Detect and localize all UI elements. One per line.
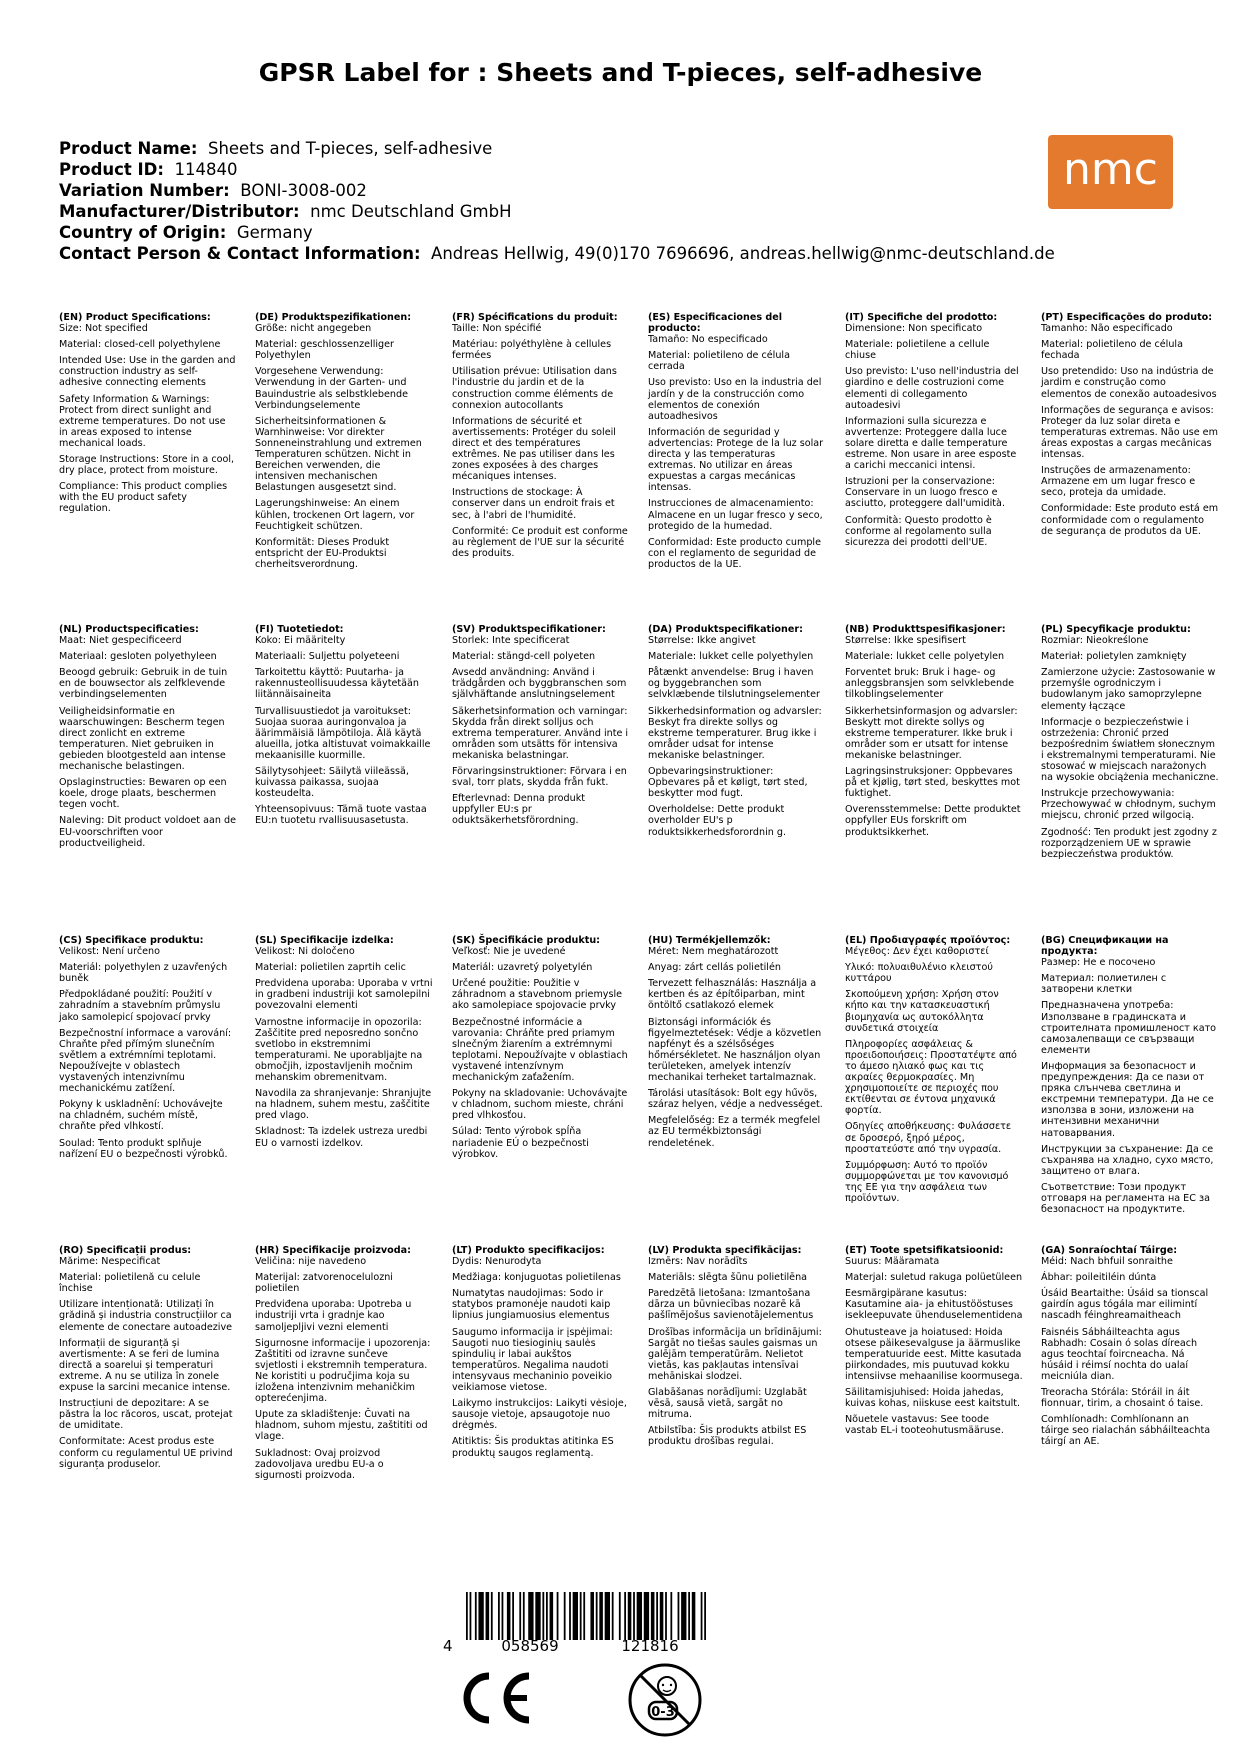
spec-paragraph: Υλικό: πολυαιθυλένιο κλειστού κυττάρου (845, 962, 993, 985)
spec-block-header: (FR) Spécifications du produit: (452, 312, 618, 323)
spec-paragraph: Sicherheitsinformationen & Warnhinweise: Vor direkter Sonneneinstrahlung und extremen Temperaturen schützen. Nicht in Bereichen verwenden, die intensiven mechanischen Belastungen ausgesetzt sind. (255, 415, 422, 494)
manufacturer-row (59, 201, 1099, 222)
spec-paragraph: Zgodność: Ten produkt jest zgodny z rozporządzeniem UE w sprawie bezpieczeństwa produktów. (1041, 826, 1217, 860)
spec-block-header: (SV) Produktspecifikationer: (452, 624, 606, 635)
spec-paragraph: Skladnost: Ta izdelek ustreza uredbi EU o varnosti izdelkov. (255, 1126, 428, 1149)
spec-block-header: (NL) Productspecificaties: (59, 624, 199, 635)
spec-paragraph: Информация за безопасност и предупреждения: Да се пази от пряка слънчева светлина и екстремни температури. Да не се използва в зони, изложени на интензивни механични натоварвания. (1041, 1060, 1214, 1139)
barcode-bar (550, 1592, 554, 1640)
spec-size: Size: Not specified (59, 323, 148, 335)
barcode-bar (573, 1592, 578, 1640)
spec-paragraph: Předpokládané použití: Použití v zahradním a stavebním průmyslu jako samolepicí spojovací prvky (59, 989, 221, 1023)
spec-block (452, 935, 630, 1165)
barcode-bar (590, 1592, 594, 1640)
barcode-bar (523, 1592, 525, 1640)
spec-paragraph: Pokyny na skladovanie: Uchovávajte v chladnom, suchom mieste, chráni pred vlhkosťou. (452, 1088, 628, 1122)
spec-paragraph: Informações de segurança e avisos: Proteger da luz solar direta e temperaturas extremas. Não use em áreas expostas a cargas mecânicas intensas. (1041, 404, 1218, 461)
spec-paragraph: Istruzioni per la conservazione: Conservare in un luogo fresco e asciutto, proteggere dall'umidità. (845, 476, 1005, 510)
spec-paragraph: Instrukcje przechowywania: Przechowywać w chłodnym, suchym miejscu, chronić przed wilgocią. (1041, 788, 1216, 822)
spec-paragraph: Faisnéis Sábháilteachta agus Rabhadh: Cosain ó solas díreach agus teochtaí foircneacha. Ná húsáid i réimsí nochta do ualaí meicniúla dian. (1041, 1326, 1198, 1382)
spec-paragraph: Megfelelőség: Ez a termék megfelel az EU termékbiztonsági rendeletének. (648, 1115, 821, 1149)
spec-block (452, 1245, 630, 1464)
spec-block (648, 624, 826, 843)
spec-paragraph: Conformità: Questo prodotto è conforme al regolamento sulla sicurezza dei prodotti dell'UE. (845, 514, 992, 548)
spec-paragraph: Съответствие: Този продукт отговаря на регламента на ЕС за безопасност на продуктите. (1041, 1181, 1210, 1216)
spec-block (648, 312, 826, 575)
spec-paragraph: Úsáid Beartaithe: Úsáid sa tionscal gairdín agus tógála mar eilimintí nascadh féinghreamaitheach (1041, 1288, 1209, 1322)
spec-paragraph: Materjal: suletud rakuga polüetüleen (845, 1272, 1023, 1284)
spec-size: Rozmiar: Nieokreślone (1041, 635, 1149, 647)
spec-block-header: (FI) Tuotetiedot: (255, 624, 344, 635)
spec-paragraph: Nõuetele vastavus: See toode vastab EL-i tooteohutusmääruse. (845, 1414, 1004, 1437)
spec-paragraph: Materiale: polietilene a cellule chiuse (845, 339, 990, 362)
spec-paragraph: Material: geschlossenzelliger Polyethylen (255, 339, 394, 362)
spec-paragraph: Predviđena uporaba: Upotreba u industriji vrta i gradnje kao samoljepljivi vezni elementi (255, 1299, 412, 1333)
product-info (59, 138, 1099, 264)
barcode-bar (704, 1592, 706, 1640)
spec-paragraph: Paredzētā lietošana: Izmantošana dārza un būvniecības nozarē kā pašlīmējošus savienotājelementus (648, 1288, 814, 1322)
barcode-bar (535, 1592, 540, 1640)
spec-block (255, 624, 433, 832)
barcode-bar (512, 1592, 514, 1640)
spec-paragraph: Drošības informācija un brīdinājumi: Sargāt no tiešas saules gaismas un galējām temperatūrām. Nelietot vietās, kas pakļautas intensīvai mehāniskai slodzei. (648, 1326, 822, 1382)
spec-size: Izmērs: Nav norādīts (648, 1256, 748, 1268)
spec-block-header: (ET) Toote spetsifikatsioonid: (845, 1245, 1004, 1256)
spec-size: Tamanho: Não especificado (1041, 323, 1173, 335)
barcode-bar (678, 1592, 680, 1640)
barcode-bar (633, 1592, 635, 1640)
info-label: Product ID: (59, 160, 164, 179)
spec-block (845, 1245, 1023, 1441)
spec-paragraph: Sigurnosne informacije i upozorenja: Zaštititi od izravne sunčeve svjetlosti i ekstremnih temperatura. Ne koristiti u područjima koja su izložena intenzivnim mehaničkim opterećenjima. (255, 1337, 431, 1405)
spec-paragraph: Instrucțiuni de depozitare: A se păstra la loc răcoros, uscat, protejat de umiditate. (59, 1398, 233, 1432)
spec-paragraph: Materiāls: slēgta šūnu polietilēna (648, 1272, 808, 1284)
barcode-bar (564, 1592, 566, 1640)
spec-paragraph: Treoracha Stórála: Stóráil in áit fionnuar, tirim, a chosaint ó taise. (1041, 1387, 1204, 1410)
barcode-bar (580, 1592, 582, 1640)
barcode-bar (637, 1592, 642, 1640)
spec-block-header: (EN) Product Specifications: (59, 312, 211, 323)
spec-paragraph: Material: polietileno de célula fechada (1041, 339, 1183, 362)
spec-block (845, 312, 1023, 553)
spec-paragraph: Predvidena uporaba: Uporaba v vrtni in gradbeni industriji kot samolepilni povezovalni elementi (255, 978, 433, 1012)
spec-size: Tamaño: No especificado (648, 334, 768, 346)
spec-paragraph: Instructions de stockage: À conserver dans un endroit frais et sec, à l'abri de l'humidité. (452, 487, 615, 521)
spec-paragraph: Instruções de armazenamento: Armazene em um lugar fresco e seco, proteja da umidade. (1041, 465, 1196, 499)
spec-block-header: (HR) Specifikacije proizvoda: (255, 1245, 411, 1256)
barcode-bar (491, 1592, 493, 1640)
spec-block-header: (HU) Termékjellemzők: (648, 935, 771, 946)
spec-paragraph: Soulad: Tento produkt splňuje nařízení EU o bezpečnosti výrobků. (59, 1137, 228, 1160)
spec-paragraph: Forventet bruk: Bruk i hage- og anleggsbransjen som selvklebende tilkoblingselementer (845, 667, 1015, 701)
spec-paragraph: Efterlevnad: Denna produkt uppfyller EU:s pr oduktsäkerhetsförordning. (452, 793, 586, 827)
spec-paragraph: Säkerhetsinformation och varningar: Skydda från direkt solljus och extrema temperaturer. Använd inte i områden som utsätts för intensiva mekaniska belastningar. (452, 705, 629, 761)
barcode-bar (498, 1592, 500, 1640)
spec-block-header: (EL) Προδιαγραφές προϊόντος: (845, 935, 1011, 946)
spec-paragraph: Intended Use: Use in the garden and construction industry as self-adhesive connecting elements (59, 355, 236, 389)
spec-size: Veličina: nije navedeno (255, 1256, 367, 1268)
spec-paragraph: Material: stängd-cell polyeten (452, 651, 596, 663)
spec-block-header: (PT) Especificações do produto: (1041, 312, 1213, 323)
spec-paragraph: Informații de siguranță și avertismente: A se feri de lumina directă a soarelui și temperaturi extreme. A nu se utiliza în zonele expuse la sarcini mecanice intense. (59, 1337, 231, 1394)
spec-paragraph: Materiál: uzavretý polyetylén (452, 962, 593, 974)
spec-block-header: (DE) Produktspezifikationen: (255, 312, 412, 323)
spec-paragraph: Συμμόρφωση: Αυτό το προϊόν συμμορφώνεται με τον κανονισμό της ΕΕ για την ασφάλεια των προϊόντων. (845, 1159, 1009, 1204)
spec-size: Suurus: Määramata (845, 1256, 940, 1268)
barcode-bar (478, 1592, 483, 1640)
spec-paragraph: Informazioni sulla sicurezza e avvertenze: Proteggere dalla luce solare diretta e dalle temperature estreme. Non usare in aree esposte a carichi meccanici intensi. (845, 415, 1017, 472)
spec-size: Dimensione: Non specificato (845, 323, 983, 335)
spec-paragraph: Compliance: This product complies with the EU product safety regulation. (59, 481, 228, 515)
spec-paragraph: Opslaginstructies: Bewaren op een koele, droge plaats, beschermen tegen vocht. (59, 777, 227, 811)
spec-paragraph: Sukladnost: Ovaj proizvod zadovoljava uredbu EU-a o sigurnosti proizvoda. (255, 1447, 384, 1481)
info-value: BONI-3008-002 (240, 181, 367, 200)
barcode-bar (619, 1592, 621, 1640)
spec-paragraph: Yhteensopivuus: Tämä tuote vastaa EU:n tuotetu rvallisuusasetusta. (255, 804, 427, 827)
info-label: Manufacturer/Distributor: (59, 202, 300, 221)
spec-paragraph: Tárolási utasítások: Bolt egy hűvös, száraz helyen, védje a nedvességet. (648, 1088, 823, 1111)
age-warning-label: 0-3 (651, 1705, 675, 1720)
spec-paragraph: Tervezett felhasználás: Használja a kertben és az építőiparban, mint öntöltő csatlakozó elemek (648, 978, 817, 1012)
spec-block (1041, 1245, 1219, 1453)
country-row (59, 222, 1099, 243)
variation-number-row (59, 180, 1099, 201)
spec-block (255, 312, 433, 575)
barcode-bar (612, 1592, 614, 1640)
spec-block-header: (NB) Produkttspesifikasjoner: (845, 624, 1006, 635)
spec-paragraph: Súlad: Tento výrobok spĺňa nariadenie EÚ o bezpečnosti výrobkov. (452, 1126, 589, 1160)
barcode-bar (557, 1592, 559, 1640)
spec-paragraph: Materiál: polyethylen z uzavřených buněk (59, 962, 228, 985)
barcode-icon (466, 1592, 706, 1640)
barcode-bar (475, 1592, 477, 1640)
info-value: 114840 (174, 160, 238, 179)
spec-paragraph: Ábhar: poileitiléin dúnta (1041, 1272, 1157, 1284)
spec-paragraph: Uso pretendido: Uso na indústria de jardim e construção como elementos de conexão autoadesivos (1041, 366, 1217, 400)
spec-size: Dydis: Nenurodyta (452, 1256, 542, 1268)
spec-block (255, 1245, 433, 1486)
spec-block-header: (LT) Produkto specifikacijos: (452, 1245, 605, 1256)
spec-paragraph: Informations de sécurité et avertissements: Protéger du soleil direct et des températures extrêmes. Ne pas utiliser dans les zones exposées à des charges mécaniques intenses. (452, 415, 616, 483)
barcode-bar (542, 1592, 544, 1640)
spec-paragraph: Material: closed-cell polyethylene (59, 339, 221, 351)
spec-paragraph: Eesmärgipärane kasutus: Kasutamine aia- ja ehitustööstuses isekleepuvate ühenduselementidena (845, 1288, 1023, 1322)
barcode-bar (644, 1592, 649, 1640)
spec-paragraph: Utilizare intenționată: Utilizați în grădină și industria construcțiilor ca elemente de conectare autoadezive (59, 1299, 233, 1333)
spec-paragraph: Bezpečnostné informácie a varovania: Chráňte pred priamym slnečným žiarením a extrémnymi teplotami. Nepoužívajte v oblastiach vystavené intenzívnym mechanickým zaťažením. (452, 1016, 628, 1084)
spec-block (1041, 935, 1219, 1220)
spec-block-header: (CS) Specifikace produktu: (59, 935, 204, 946)
barcode-bar (528, 1592, 533, 1640)
spec-paragraph: Beoogd gebruik: Gebruik in de tuin en de bouwsector als zelfklevende verbindingselementen (59, 667, 228, 701)
nmc-logo: nmc (1048, 135, 1173, 209)
spec-paragraph: Comhlíonadh: Comhlíonann an táirge seo rialachán sábháilteachta táirgí an AE. (1041, 1414, 1211, 1448)
barcode-bar (605, 1592, 610, 1640)
barcode-bar (470, 1592, 472, 1640)
spec-size: Taille: Non spécifié (452, 323, 542, 335)
spec-paragraph: Atbilstība: Šis produkts atbilst ES produktu drošības regulai. (648, 1425, 807, 1448)
spec-paragraph: Conformité: Ce produit est conforme au règlement de l'UE sur la sécurité des produits. (452, 525, 628, 559)
spec-paragraph: Material: polietileno de célula cerrada (648, 350, 790, 373)
barcode-bar (583, 1592, 585, 1640)
spec-size: Velikost: Není určeno (59, 946, 160, 958)
spec-size: Méret: Nem meghatározott (648, 946, 779, 958)
spec-block (1041, 624, 1219, 865)
spec-block (648, 1245, 826, 1453)
spec-paragraph: Materiaal: gesloten polyethyleen (59, 651, 217, 663)
spec-paragraph: Bezpečnostní informace a varování: Chraňte před přímým slunečním světlem a extrémními teplotami. Nepoužívejte v oblastech vystavených intenzivnímu mechanickému zatížení. (59, 1027, 232, 1095)
info-label: Variation Number: (59, 181, 230, 200)
barcode-bar (599, 1592, 603, 1640)
spec-paragraph: Förvaringsinstruktioner: Förvara i en sval, torr plats, skydda från fukt. (452, 766, 627, 789)
barcode-bar (656, 1592, 658, 1640)
spec-block (648, 935, 826, 1154)
spec-paragraph: Uso previsto: L'uso nell'industria del giardino e delle costruzioni come elementi di collegamento autoadesivi (845, 366, 1019, 411)
spec-block-header: (ES) Especificaciones del producto: (648, 312, 783, 335)
barcode-bar (519, 1592, 521, 1640)
spec-paragraph: Určené použitie: Použitie v záhradnom a stavebnom priemysle ako samolepiace spojovacie prvky (452, 978, 623, 1012)
product-id-row (59, 159, 1099, 180)
spec-paragraph: Instrucciones de almacenamiento: Almacene en un lugar fresco y seco, protegido de la humedad. (648, 498, 823, 532)
barcode-bar (701, 1592, 703, 1640)
barcode-bar (624, 1592, 626, 1640)
spec-paragraph: Materiale: lukket celle polyetylen (845, 651, 1005, 663)
barcode-bar (486, 1592, 490, 1640)
contact-row (59, 243, 1099, 264)
age-warning-0-3-icon (627, 1662, 703, 1738)
spec-paragraph: Overensstemmelse: Dette produktet oppfyller EUs forskrift om produktsikkerhet. (845, 804, 1021, 838)
spec-block (452, 624, 630, 832)
spec-paragraph: Material: polietilen zaprtih celic (255, 962, 406, 974)
spec-size: Μέγεθος: Δεν έχει καθοριστεί (845, 946, 989, 958)
barcode-bar (466, 1592, 468, 1640)
spec-size: Velikost: Ni določeno (255, 946, 355, 958)
barcode-bar (569, 1592, 571, 1640)
spec-paragraph: Pokyny k uskladnění: Uchovávejte na chladném, suchém místě, chraňte před vlhkostí. (59, 1099, 223, 1133)
spec-paragraph: Материал: полиетилен с затворени клетки (1041, 973, 1167, 996)
spec-paragraph: Οδηγίες αποθήκευσης: Φυλάσσετε σε δροσερό, ξηρό μέρος, προστατεύστε από την υγρασία. (845, 1121, 1012, 1155)
barcode-bar (688, 1592, 690, 1640)
spec-block (452, 312, 630, 564)
info-label: Country of Origin: (59, 223, 227, 242)
spec-paragraph: Lagringsinstruksjoner: Oppbevares på et kjølig, tørt sted, beskyttes mot fuktighet. (845, 766, 1020, 800)
spec-paragraph: Material: polietilenă cu celule închise (59, 1272, 201, 1295)
spec-block-header: (LV) Produkta specifikācijas: (648, 1245, 802, 1256)
spec-paragraph: Varnostne informacije in opozorila: Zaščitite pred neposredno sončno svetlobo in ekstremnimi temperaturami. Ne uporabljajte na območjih, izpostavljenih močnim mehanskim obremenitvam. (255, 1016, 423, 1084)
spec-block (59, 624, 237, 854)
spec-paragraph: Conformitate: Acest produs este conform cu regulamentul UE privind siguranța produselor. (59, 1436, 233, 1470)
spec-paragraph: Инструкции за съхранение: Да се съхранява на хладно, сухо място, защитено от влага. (1041, 1143, 1214, 1177)
spec-paragraph: Safety Information & Warnings: Protect from direct sunlight and extreme temperatures. Do not use in areas exposed to intense mechanical loads. (59, 393, 226, 449)
spec-paragraph: Anyag: zárt cellás polietilén (648, 962, 781, 974)
spec-block (845, 935, 1023, 1209)
spec-paragraph: Numatytas naudojimas: Sodo ir statybos pramonėje naudoti kaip lipnius jungiamuosius elementus (452, 1288, 611, 1322)
barcode-digits-3: 121816 (621, 1637, 679, 1655)
spec-paragraph: Vorgesehene Verwendung: Verwendung in der Garten- und Bauindustrie als selbstklebende Verbindungselemente (255, 366, 408, 411)
spec-paragraph: Tarkoitettu käyttö: Puutarha- ja rakennusteollisuudessa käytetään liitännäisaineita (255, 667, 419, 701)
spec-paragraph: Conformidad: Este producto cumple con el reglamento de seguridad de productos de la UE. (648, 536, 821, 570)
barcode-bar (628, 1592, 632, 1640)
spec-block (59, 1245, 237, 1475)
spec-block-header: (SL) Specifikacije izdelka: (255, 935, 394, 946)
spec-paragraph: Materiał: polietylen zamknięty (1041, 651, 1187, 663)
spec-paragraph: Veiligheidsinformatie en waarschuwingen: Bescherm tegen direct zonlicht en extreme temperaturen. Niet gebruiken in gebieden blootgesteld aan intense mechanische belastingen. (59, 705, 226, 773)
spec-paragraph: Sikkerhetsinformasjon og advarsler: Beskytt mot direkte sollys og ekstreme temperaturer. Ikke bruk i områder som er utsatt for intense mekaniske belastninger. (845, 705, 1018, 761)
barcode-bar (502, 1592, 504, 1640)
info-value: nmc Deutschland GmbH (310, 202, 512, 221)
info-value: Andreas Hellwig, 49(0)170 7696696, andreas.hellwig@nmc-deutschland.de (431, 244, 1055, 263)
spec-paragraph: Atitiktis: Šis produktas atitinka ES produktų saugos reglamentą. (452, 1436, 614, 1459)
spec-size: Размер: Не е посочено (1041, 957, 1156, 969)
spec-size: Méid: Nach bhfuil sonraithe (1041, 1256, 1173, 1268)
spec-size: Storlek: Inte specificerat (452, 635, 570, 647)
spec-size: Koko: Ei määritelty (255, 635, 346, 647)
barcode-bar (665, 1592, 667, 1640)
spec-paragraph: Naleving: Dit product voldoet aan de EU-voorschriften voor productveiligheid. (59, 815, 236, 849)
spec-paragraph: Sikkerhedsinformation og advarsler: Beskyt fra direkte sollys og ekstreme temperaturer. Brug ikke i områder udsat for intense mekaniske belastninger. (648, 705, 822, 761)
barcode-digits-2: 058569 (501, 1637, 559, 1655)
spec-paragraph: Turvallisuustiedot ja varoitukset: Suojaa suoraa auringonvaloa ja äärimmäisiä lämpötiloja. Älä käytä alueilla, jotka altistuvat voimakkaille mekaanisille kuormille. (255, 705, 431, 761)
spec-block-header: (SK) Špecifikácie produktu: (452, 935, 601, 946)
spec-paragraph: Konformität: Dieses Produkt entspricht der EU-Produktsi cherheitsverordnung. (255, 536, 390, 570)
spec-block-header: (DA) Produktspecifikationer: (648, 624, 803, 635)
spec-block-header: (IT) Specifiche del prodotto: (845, 312, 998, 323)
spec-size: Größe: nicht angegeben (255, 323, 372, 335)
barcode-bar (681, 1592, 686, 1640)
barcode-digit-1: 4 (443, 1637, 453, 1655)
info-value: Germany (236, 223, 313, 242)
barcode-bar (670, 1592, 672, 1640)
spec-paragraph: Påtænkt anvendelse: Brug i haven og byggebranchen som selvklæbende tilslutningselementer (648, 667, 820, 701)
barcode-bar (651, 1592, 655, 1640)
spec-paragraph: Avsedd användning: Använd i trädgården och byggbranschen som självhäftande anslutningselement (452, 667, 627, 701)
spec-size: Størrelse: Ikke spesifisert (845, 635, 966, 647)
spec-size: Størrelse: Ikke angivet (648, 635, 756, 647)
info-label: Product Name: (59, 139, 198, 158)
spec-paragraph: Informacje o bezpieczeństwie i ostrzeżenia: Chronić przed bezpośrednim światłem słonecznym i ekstremalnymi temperaturami. Nie stosować w miejscach narażonych na wysokie obciążenia mechaniczne. (1041, 716, 1219, 784)
spec-paragraph: Utilisation prévue: Utilisation dans l'industrie du jardin et de la construction comme éléments de connexion autocollants (452, 366, 617, 411)
spec-block (59, 935, 237, 1165)
product-name-row (59, 138, 1099, 159)
spec-paragraph: Glabāšanas norādījumi: Uzglabāt vēsā, sausā vietā, sargāt no mitruma. (648, 1387, 807, 1421)
spec-block (1041, 312, 1219, 542)
spec-size: Maat: Niet gespecificeerd (59, 635, 182, 647)
spec-paragraph: Uso previsto: Uso en la industria del jardín y de la construcción como elementos de conexión autoadhesivos (648, 377, 822, 422)
spec-paragraph: Ohutusteave ja hoiatused: Hoida otsese päikesevalguse ja äärmuslike temperatuuride eest. Mitte kasutada piirkondades, mis puutuvad kokku intensiivse mehaanilise koormusega. (845, 1326, 1023, 1382)
spec-paragraph: Materiale: lukket celle polyethylen (648, 651, 814, 663)
ce-mark-icon (455, 1670, 535, 1726)
spec-paragraph: Información de seguridad y advertencias: Protege de la luz solar directa y las temperaturas extremas. No utilizar en áreas expuestas a cargas mecánicas intensas. (648, 426, 824, 494)
spec-paragraph: Предназначена употреба: Използване в градинската и строителната промишленост като самозалепващи се свързващи елементи (1041, 1000, 1217, 1056)
spec-paragraph: Medžiaga: konjuguotas polietilenas (452, 1272, 621, 1284)
spec-block (255, 935, 433, 1154)
page-title: GPSR Label for : Sheets and T-pieces, self-adhesive (258, 58, 983, 87)
spec-paragraph: Lagerungshinweise: An einem kühlen, trockenen Ort lagern, vor Feuchtigkeit schützen. (255, 498, 415, 532)
spec-paragraph: Opbevaringsinstruktioner: Opbevares på et køligt, tørt sted, beskytter mod fugt. (648, 766, 808, 800)
spec-block (845, 624, 1023, 843)
spec-block (59, 312, 237, 520)
spec-paragraph: Navodila za shranjevanje: Shranjujte na hladnem, suhem mestu, zaščitite pred vlago. (255, 1088, 432, 1122)
spec-paragraph: Biztonsági információk és figyelmeztetések: Védje a közvetlen napfényt és a szélsőséges hőmérsékletet. Ne használjon olyan területeken, amelyek intenzív mechanikai terheket tartalmaznak. (648, 1016, 822, 1084)
barcode-bar (546, 1592, 548, 1640)
spec-paragraph: Säilytysohjeet: Säilytä viileässä, kuivassa paikassa, suojaa kosteudelta. (255, 766, 409, 800)
spec-block-header: (GA) Sonraíochtaí Táirge: (1041, 1245, 1178, 1256)
spec-paragraph: Säilitamisjuhised: Hoida jahedas, kuivas kohas, niiskuse eest kaitstult. (845, 1387, 1021, 1410)
spec-size: Veľkosť: Nie je uvedené (452, 946, 566, 958)
spec-paragraph: Zamierzone użycie: Zastosowanie w przemyśle ogrodniczym i budowlanym jako samoprzylepne elementy łączące (1041, 667, 1216, 712)
spec-paragraph: Upute za skladištenje: Čuvati na hladnom, suhom mjestu, zaštititi od vlage. (255, 1409, 428, 1443)
spec-size: Mărime: Nespecificat (59, 1256, 161, 1268)
spec-block-header: (BG) Спецификации на продукта: (1041, 935, 1169, 958)
barcode-bar (692, 1592, 696, 1640)
spec-paragraph: Laikymo instrukcijos: Laikyti vėsioje, sausoje vietoje, apsaugotoje nuo drėgmės. (452, 1398, 627, 1432)
spec-paragraph: Storage Instructions: Store in a cool, dry place, protect from moisture. (59, 454, 235, 477)
spec-paragraph: Conformidade: Este produto está em conformidade com o regulamento de segurança de produtos da UE. (1041, 503, 1219, 537)
spec-paragraph: Materijal: zatvorenocelulozni polietilen (255, 1272, 393, 1295)
info-value: Sheets and T-pieces, self-adhesive (207, 139, 493, 158)
spec-block-header: (PL) Specyfikacje produktu: (1041, 624, 1191, 635)
info-label: Contact Person & Contact Information: (59, 244, 421, 263)
barcode-bar (507, 1592, 511, 1640)
spec-paragraph: Πληροφορίες ασφάλειας & προειδοποιήσεις: Προστατέψτε από το άμεσο ηλιακό φως και τις ακραίες θερμοκρασίες. Μη χρησιμοποιείτε σε περιοχές που εκτίθενται σε έντονα μηχανικά φορτία. (845, 1038, 1017, 1117)
barcode-bar (660, 1592, 664, 1640)
spec-paragraph: Σκοπούμενη χρήση: Χρήση στον κήπο και την κατασκευαστική βιομηχανία ως αυτοκόλλητα συνδετικά στοιχεία (845, 989, 999, 1034)
spec-paragraph: Saugumo informacija ir įspėjimai: Saugoti nuo tiesioginių saulės spindulių ir labai aukštos temperatūros. Negalima naudoti intensyvaus mechaninio poveikio veikiamose vietose. (452, 1326, 613, 1394)
spec-paragraph: Matériau: polyéthylène à cellules fermées (452, 339, 612, 362)
spec-paragraph: Materiaali: Suljettu polyeteeni (255, 651, 400, 663)
spec-paragraph: Overholdelse: Dette produkt overholder EU's p roduktsikkerhedsforordnin g. (648, 804, 787, 838)
barcode-bar (596, 1592, 598, 1640)
spec-block-header: (RO) Specificații produs: (59, 1245, 192, 1256)
